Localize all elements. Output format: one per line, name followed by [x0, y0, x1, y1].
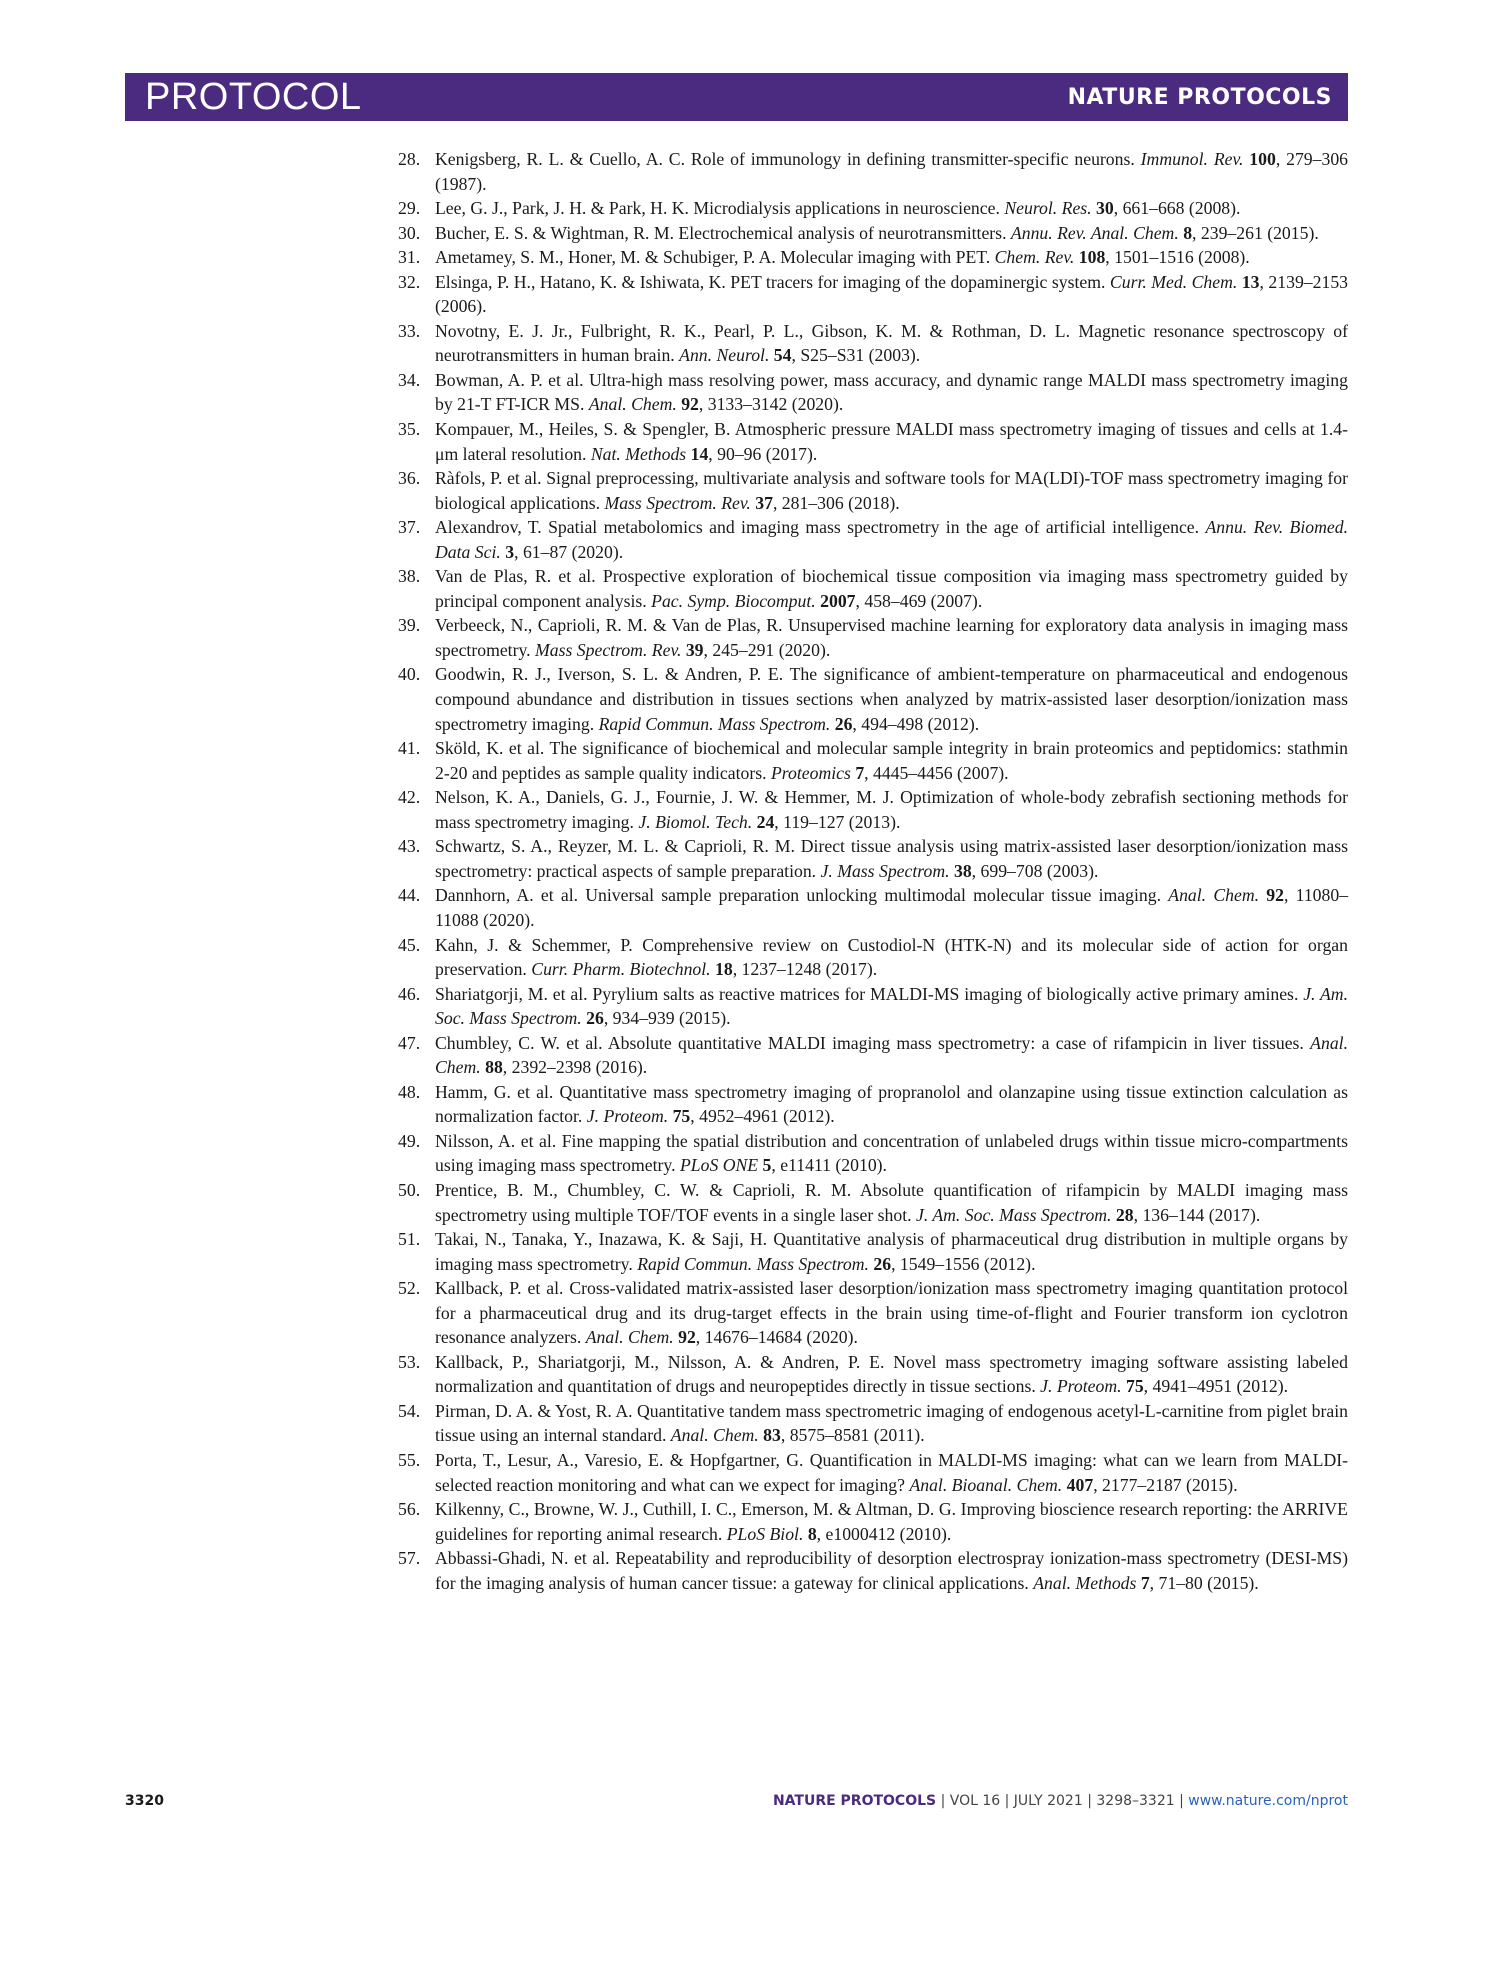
reference-journal: PLoS Biol. — [726, 1523, 804, 1544]
reference-volume: 54 — [773, 345, 792, 366]
reference-text: Nelson, K. A., Daniels, G. J., Fournie, J. W. & Hemmer, M. J. Optimization of whole-body zebrafish sectioning methods for mass spectrometry imaging. — [435, 787, 1348, 832]
reference-volume: 26 — [873, 1253, 892, 1274]
page-footer — [125, 1793, 1348, 1815]
reference-pages: , 71–80 (2015). — [1149, 1572, 1259, 1593]
reference-pages: , 136–144 (2017). — [1133, 1204, 1261, 1225]
reference-number: 54. — [398, 1400, 421, 1421]
reference-item — [398, 785, 1348, 834]
reference-number: 28. — [398, 149, 421, 169]
reference-volume: 108 — [1078, 247, 1106, 268]
reference-text: Elsinga, P. H., Hatano, K. & Ishiwata, K. PET tracers for imaging of the dopaminergic system. — [435, 271, 1110, 292]
reference-text: Bowman, A. P. et al. Ultra-high mass resolving power, mass accuracy, and dynamic range MALDI mass spectrometry imaging by 21-T FT-ICR MS. — [435, 369, 1348, 415]
reference-item — [398, 1350, 1348, 1399]
reference-item — [398, 1129, 1348, 1178]
reference-item — [398, 564, 1348, 613]
journal-name: NATURE PROTOCOLS — [1067, 85, 1332, 110]
reference-number: 32. — [398, 271, 421, 292]
reference-pages: , 2392–2398 (2016). — [502, 1057, 648, 1078]
reference-text: Kallback, P. et al. Cross-validated matrix-assisted laser desorption/ionization mass spectrometry imaging quantitation protocol for a pharmaceutical drug and its drug-target effects in the brain using time-of-flight and Fourier transform ion cyclotron resonance analyzers. — [435, 1278, 1348, 1348]
reference-text: Porta, T., Lesur, A., Varesio, E. & Hopfgartner, G. Quantification in MALDI-MS imaging: what can we learn from MALDI-selected reaction monitoring and what can we expect for imaging? — [435, 1449, 1348, 1495]
reference-journal: Mass Spectrom. Rev. — [535, 639, 682, 660]
reference-journal: Anal. Chem. — [670, 1425, 759, 1446]
reference-text: Kahn, J. & Schemmer, P. Comprehensive review on Custodiol-N (HTK-N) and its molecular side of action for organ preservation. — [435, 934, 1348, 980]
reference-number: 46. — [398, 983, 421, 1004]
reference-item — [398, 1227, 1348, 1276]
reference-pages: , 11080–11088 (2020). — [435, 885, 1349, 930]
reference-number: 42. — [398, 787, 421, 808]
reference-pages: , 4445–4456 (2007). — [864, 762, 1009, 783]
reference-item — [398, 662, 1348, 736]
reference-number: 49. — [398, 1130, 421, 1151]
reference-volume: 407 — [1066, 1474, 1094, 1495]
reference-volume: 2007 — [820, 590, 856, 611]
footer-pages: 3298–3321 — [1096, 1793, 1175, 1809]
reference-item — [398, 368, 1348, 417]
reference-number: 40. — [398, 664, 421, 685]
reference-number: 45. — [398, 934, 421, 955]
reference-volume: 26 — [586, 1008, 604, 1029]
reference-volume: 3 — [505, 541, 515, 562]
reference-journal: PLoS ONE — [679, 1155, 759, 1176]
reference-text: Hamm, G. et al. Quantitative mass spectrometry imaging of propranolol and olanzapine using tissue extinction calculation as normalization factor. — [435, 1081, 1348, 1127]
reference-item — [398, 982, 1348, 1031]
reference-pages: , 1237–1248 (2017). — [732, 959, 878, 980]
reference-pages: , 119–127 (2013). — [774, 811, 901, 832]
reference-pages: , 61–87 (2020). — [514, 541, 624, 562]
reference-pages: , 279–306 (1987). — [435, 149, 1349, 194]
reference-journal: Anal. Methods — [1033, 1572, 1137, 1593]
reference-volume: 92 — [681, 394, 699, 415]
reference-text: Shariatgorji, M. et al. Pyrylium salts as reactive matrices for MALDI-MS imaging of biologically active primary amines. — [435, 983, 1304, 1004]
reference-volume: 37 — [755, 492, 773, 513]
reference-item — [398, 1399, 1348, 1448]
reference-volume: 5 — [762, 1155, 772, 1176]
reference-text: Bucher, E. S. & Wightman, R. M. Electrochemical analysis of neurotransmitters. — [435, 222, 1011, 243]
reference-number: 50. — [398, 1179, 421, 1200]
reference-journal: J. Am. Soc. Mass Spectrom. — [915, 1204, 1112, 1225]
reference-number: 38. — [398, 566, 421, 587]
footer-url-link[interactable]: www.nature.com/nprot — [1188, 1793, 1348, 1809]
reference-number: 36. — [398, 468, 421, 489]
page-number: 3320 — [125, 1793, 164, 1809]
reference-text: Abbassi-Ghadi, N. et al. Repeatability and reproducibility of desorption electrospray ionization-mass spectrometry (DESI-MS) for the imaging analysis of human cancer tissue: a gateway for clinical applications. — [435, 1548, 1348, 1593]
reference-item — [398, 319, 1348, 368]
reference-pages: , 458–469 (2007). — [855, 590, 983, 611]
reference-volume: 18 — [715, 959, 733, 980]
reference-volume: 7 — [1140, 1572, 1150, 1593]
reference-text: Kilkenny, C., Browne, W. J., Cuthill, I. C., Emerson, M. & Altman, D. G. Improving bioscience research reporting: the ARRIVE guidelines for reporting animal research. — [435, 1499, 1348, 1544]
footer-date: JULY 2021 — [1013, 1793, 1083, 1809]
reference-volume: 88 — [485, 1057, 503, 1078]
reference-journal: Neurol. Res. — [1004, 198, 1092, 219]
reference-text: Sköld, K. et al. The significance of biochemical and molecular sample integrity in brain proteomics and peptidomics: stathmin 2-20 and peptides as sample quality indicators. — [435, 738, 1348, 783]
reference-pages: , 2177–2187 (2015). — [1093, 1474, 1238, 1495]
footer-volume: VOL 16 — [949, 1793, 1001, 1809]
reference-item — [398, 933, 1348, 982]
reference-pages: , 1549–1556 (2012). — [891, 1253, 1036, 1274]
reference-journal: Annu. Rev. Anal. Chem. — [1010, 222, 1179, 243]
reference-number: 44. — [398, 885, 421, 906]
reference-journal: J. Proteom. — [1040, 1376, 1122, 1397]
reference-journal: Anal. Chem. — [1168, 885, 1260, 906]
reference-item — [398, 834, 1348, 883]
reference-text: Goodwin, R. J., Iverson, S. L. & Andren, P. E. The significance of ambient-temperature on pharmaceutical and endogenous compound abundance and distribution in tissues sections when analyzed by matrix-assisted laser desorption/ionization mass spectrometry imaging. — [435, 664, 1348, 734]
reference-number: 43. — [398, 836, 421, 857]
reference-item — [398, 515, 1348, 564]
footer-journal: NATURE PROTOCOLS — [772, 1793, 937, 1809]
reference-pages: , 699–708 (2003). — [971, 860, 1099, 881]
reference-pages: , 245–291 (2020). — [703, 639, 831, 660]
reference-pages: , 1501–1516 (2008). — [1105, 247, 1250, 268]
reference-volume: 92 — [1266, 885, 1284, 906]
reference-journal: Pac. Symp. Biocomput. — [651, 590, 816, 611]
reference-text: Schwartz, S. A., Reyzer, M. L. & Caprioli, R. M. Direct tissue analysis using matrix-assisted laser desorption/ionization mass spectrometry: practical aspects of sample preparation. — [435, 836, 1348, 881]
reference-text: Kenigsberg, R. L. & Cuello, A. C. Role of immunology in defining transmitter-specific neurons. — [435, 149, 1141, 169]
reference-list — [398, 147, 1348, 1595]
reference-pages: , 4952–4961 (2012). — [690, 1106, 835, 1127]
reference-text: Kallback, P., Shariatgorji, M., Nilsson, A. & Andren, P. E. Novel mass spectrometry imaging software assisting labeled normalization and quantitation of drugs and neuropeptides directly in tissue sections. — [435, 1351, 1348, 1397]
reference-pages: , 2139–2153 (2006). — [435, 271, 1349, 317]
reference-number: 53. — [398, 1351, 421, 1372]
reference-number: 56. — [398, 1499, 421, 1520]
reference-journal: Curr. Pharm. Biotechnol. — [531, 959, 711, 980]
reference-text: Van de Plas, R. et al. Prospective exploration of biochemical tissue composition via imaging mass spectrometry guided by principal component analysis. — [435, 566, 1348, 611]
reference-journal: J. Mass Spectrom. — [820, 860, 950, 881]
reference-volume: 100 — [1249, 149, 1276, 169]
reference-journal: Annu. Rev. Biomed. Data Sci. — [435, 517, 1348, 562]
reference-number: 39. — [398, 615, 421, 636]
reference-journal: Rapid Commun. Mass Spectrom. — [637, 1253, 869, 1274]
reference-pages: , 90–96 (2017). — [708, 443, 818, 464]
reference-number: 33. — [398, 320, 421, 341]
reference-volume: 13 — [1241, 271, 1260, 292]
reference-volume: 92 — [678, 1327, 696, 1348]
reference-volume: 28 — [1115, 1204, 1134, 1225]
reference-number: 48. — [398, 1081, 421, 1102]
reference-pages: , 281–306 (2018). — [772, 492, 900, 513]
reference-pages: , e11411 (2010). — [771, 1155, 887, 1176]
reference-volume: 38 — [953, 860, 972, 881]
reference-item — [398, 1448, 1348, 1497]
reference-number: 31. — [398, 247, 421, 268]
reference-pages: , e1000412 (2010). — [816, 1523, 952, 1544]
reference-text: Prentice, B. M., Chumbley, C. W. & Caprioli, R. M. Absolute quantification of rifampicin by MALDI imaging mass spectrometry using multiple TOF/TOF events in a single laser shot. — [435, 1179, 1348, 1225]
reference-text: Pirman, D. A. & Yost, R. A. Quantitative tandem mass spectrometric imaging of endogenous acetyl-L-carnitine from piglet brain tissue using an internal standard. — [435, 1400, 1348, 1446]
reference-text: Ràfols, P. et al. Signal preprocessing, multivariate analysis and software tools for MA(LDI)-TOF mass spectrometry imaging for biological applications. — [435, 468, 1348, 513]
reference-text: Verbeeck, N., Caprioli, R. M. & Van de Plas, R. Unsupervised machine learning for exploratory data analysis in imaging mass spectrometry. — [435, 615, 1348, 660]
reference-journal: Anal. Chem. — [435, 1032, 1348, 1078]
reference-journal: Proteomics — [771, 762, 851, 783]
reference-item — [398, 1276, 1348, 1350]
reference-item — [398, 417, 1348, 466]
reference-item — [398, 245, 1348, 270]
reference-volume: 8 — [807, 1523, 817, 1544]
reference-pages: , S25–S31 (2003). — [791, 345, 921, 366]
reference-journal: Nat. Methods — [590, 443, 687, 464]
reference-item — [398, 613, 1348, 662]
reference-number: 55. — [398, 1449, 421, 1470]
reference-number: 57. — [398, 1548, 421, 1569]
reference-journal: Chem. Rev. — [994, 247, 1075, 268]
reference-text: Novotny, E. J. Jr., Fulbright, R. K., Pearl, P. L., Gibson, K. M. & Rothman, D. L. Magnetic resonance spectroscopy of neurotransmitters in human brain. — [435, 320, 1348, 366]
reference-volume: 8 — [1183, 222, 1193, 243]
reference-journal: Anal. Chem. — [585, 1327, 674, 1348]
reference-text: Kompauer, M., Heiles, S. & Spengler, B. Atmospheric pressure MALDI mass spectrometry imaging of tissues and cells at 1.4-μm lateral resolution. — [435, 419, 1348, 464]
reference-volume: 7 — [855, 762, 865, 783]
section-label: PROTOCOL — [145, 76, 362, 118]
reference-volume: 24 — [756, 811, 775, 832]
reference-item — [398, 1178, 1348, 1227]
reference-volume: 75 — [1125, 1376, 1144, 1397]
reference-item — [398, 1031, 1348, 1080]
reference-item — [398, 1497, 1348, 1546]
reference-number: 52. — [398, 1278, 421, 1299]
reference-journal: J. Am. Soc. Mass Spectrom. — [435, 983, 1348, 1029]
reference-journal: Ann. Neurol. — [679, 345, 770, 366]
reference-text: Nilsson, A. et al. Fine mapping the spatial distribution and concentration of unlabeled drugs within tissue micro-compartments using imaging mass spectrometry. — [435, 1130, 1348, 1176]
reference-pages: , 239–261 (2015). — [1192, 222, 1319, 243]
reference-journal: Anal. Chem. — [588, 394, 677, 415]
reference-volume: 83 — [763, 1425, 781, 1446]
reference-volume: 26 — [834, 713, 853, 734]
reference-volume: 75 — [672, 1106, 691, 1127]
reference-number: 34. — [398, 369, 421, 390]
reference-number: 47. — [398, 1032, 421, 1053]
reference-pages: , 8575–8581 (2011). — [780, 1425, 925, 1446]
reference-item — [398, 270, 1348, 319]
reference-text: Alexandrov, T. Spatial metabolomics and imaging mass spectrometry in the age of artificial intelligence. — [435, 517, 1206, 538]
reference-pages: , 661–668 (2008). — [1113, 198, 1241, 219]
reference-number: 51. — [398, 1229, 421, 1250]
reference-volume: 39 — [685, 639, 704, 660]
reference-number: 30. — [398, 222, 421, 243]
reference-journal: Curr. Med. Chem. — [1109, 271, 1238, 292]
reference-number: 37. — [398, 517, 421, 538]
reference-pages: , 4941–4951 (2012). — [1143, 1376, 1289, 1397]
reference-item — [398, 736, 1348, 785]
reference-journal: Immunol. Rev. — [1140, 149, 1244, 169]
reference-journal: J. Proteom. — [586, 1106, 669, 1127]
reference-text: Takai, N., Tanaka, Y., Inazawa, K. & Saji, H. Quantitative analysis of pharmaceutical drug distribution in multiple organs by imaging mass spectrometry. — [435, 1229, 1348, 1274]
reference-text: Dannhorn, A. et al. Universal sample preparation unlocking multimodal molecular tissue imaging. — [435, 885, 1169, 906]
reference-text: Lee, G. J., Park, J. H. & Park, H. K. Microdialysis applications in neuroscience. — [435, 198, 1005, 219]
reference-journal: Anal. Bioanal. Chem. — [909, 1474, 1063, 1495]
reference-pages: , 494–498 (2012). — [852, 713, 980, 734]
reference-item — [398, 196, 1348, 221]
reference-volume: 14 — [690, 443, 709, 464]
reference-item — [398, 883, 1348, 932]
reference-pages: , 14676–14684 (2020). — [695, 1327, 858, 1348]
reference-item — [398, 147, 1348, 196]
reference-number: 35. — [398, 419, 421, 440]
reference-journal: J. Biomol. Tech. — [638, 811, 753, 832]
reference-number: 29. — [398, 198, 421, 219]
reference-item — [398, 466, 1348, 515]
reference-text: Chumbley, C. W. et al. Absolute quantitative MALDI imaging mass spectrometry: a case of rifampicin in liver tissues. — [435, 1032, 1311, 1053]
reference-item — [398, 1080, 1348, 1129]
reference-text: Ametamey, S. M., Honer, M. & Schubiger, P. A. Molecular imaging with PET. — [435, 247, 995, 268]
footer-info: NATURE PROTOCOLS | VOL 16 | JULY 2021 | 3298–3321 | www.nature.com/nprot — [772, 1793, 1348, 1809]
header-banner — [125, 73, 1348, 121]
reference-pages: , 934–939 (2015). — [603, 1008, 731, 1029]
reference-number: 41. — [398, 738, 421, 759]
reference-journal: Rapid Commun. Mass Spectrom. — [598, 713, 831, 734]
reference-item — [398, 221, 1348, 246]
reference-volume: 30 — [1096, 198, 1114, 219]
reference-journal: Mass Spectrom. Rev. — [604, 492, 751, 513]
reference-item — [398, 1546, 1348, 1595]
reference-pages: , 3133–3142 (2020). — [698, 394, 844, 415]
